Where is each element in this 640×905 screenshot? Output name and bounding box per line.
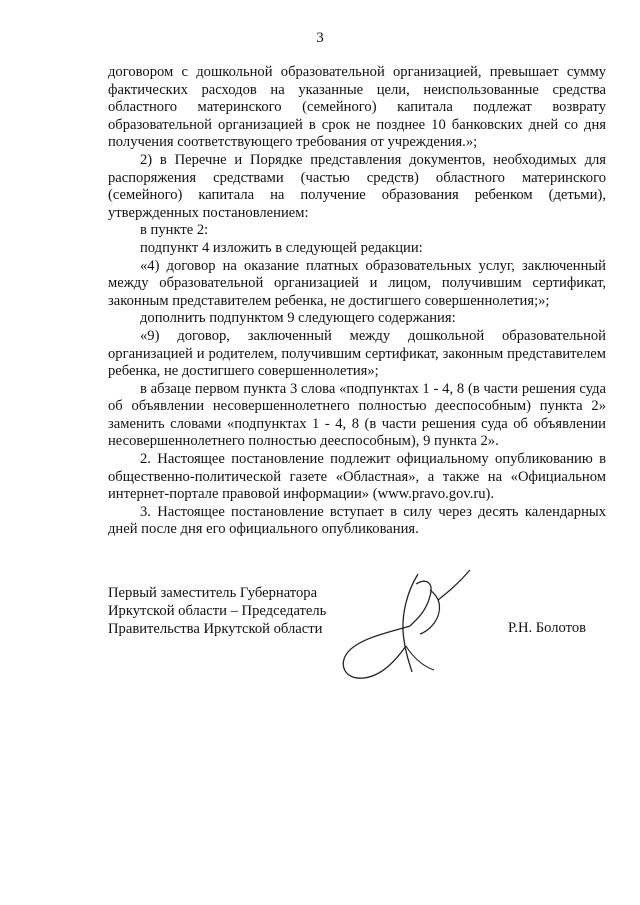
paragraph: в пункте 2: <box>140 222 209 239</box>
signatory-title-line: Первый заместитель Губернатора <box>108 585 318 601</box>
paragraph: 2. Настоящее постановление подлежит официальному опубликованию в общественно-политической газете «Областная», а также на «Официальном интернет-портале правовой информации» (www.pravo.gov.ru). <box>108 451 606 503</box>
signatory-title-line: Иркутской области – Председатель <box>108 603 327 619</box>
handwritten-signature <box>330 560 480 690</box>
signatory-title-line: Правительства Иркутской области <box>108 621 323 637</box>
document-body <box>108 64 606 539</box>
paragraph: дополнить подпунктом 9 следующего содержания: <box>140 310 456 327</box>
paragraph: 2) в Перечне и Порядке представления документов, необходимых для распоряжения средствами (частью средств) областного материнского (семейного) капитала на получение образования ребенком (детьми), утвержденных постановлением: <box>108 151 606 221</box>
page-number: 3 <box>316 30 324 46</box>
paragraph: подпункт 4 изложить в следующей редакции: <box>140 239 423 256</box>
signer-name: Р.Н. Болотов <box>508 620 587 636</box>
paragraph: «9) договор, заключенный между дошкольной образовательной организацией и родителем, получившим сертификат, законным представителем ребенка, не достигшего совершеннолетия»; <box>108 327 606 380</box>
paragraph: «4) договор на оказание платных образовательных услуг, заключенный между образовательной организацией и лицом, получившим сертификат, законным представителем ребенка, не достигшего совершеннолетия;»; <box>108 257 606 309</box>
paragraph: 3. Настоящее постановление вступает в силу через десять календарных дней после дня его официального опубликования. <box>108 503 606 538</box>
paragraph: договором с дошкольной образовательной организацией, превышает сумму фактических расходов на указанные цели, неиспользованные средства областного материнского (семейного) капитала подлежат возврату образовательной организацией в срок не позднее 10 банковских дней со дня получения соответствующего требования от учреждения.»; <box>108 64 606 151</box>
signatory-title <box>108 584 326 638</box>
paragraph: в абзаце первом пункта 3 слова «подпунктах 1 - 4, 8 (в части решения суда об объявлении несовершеннолетнего полностью дееспособным) пункта 2» заменить словами «подпунктах 1 - 4, 8 (в части решения суда об объявлении несовершеннолетнего полностью дееспособным), 9 пункта 2». <box>108 380 606 450</box>
